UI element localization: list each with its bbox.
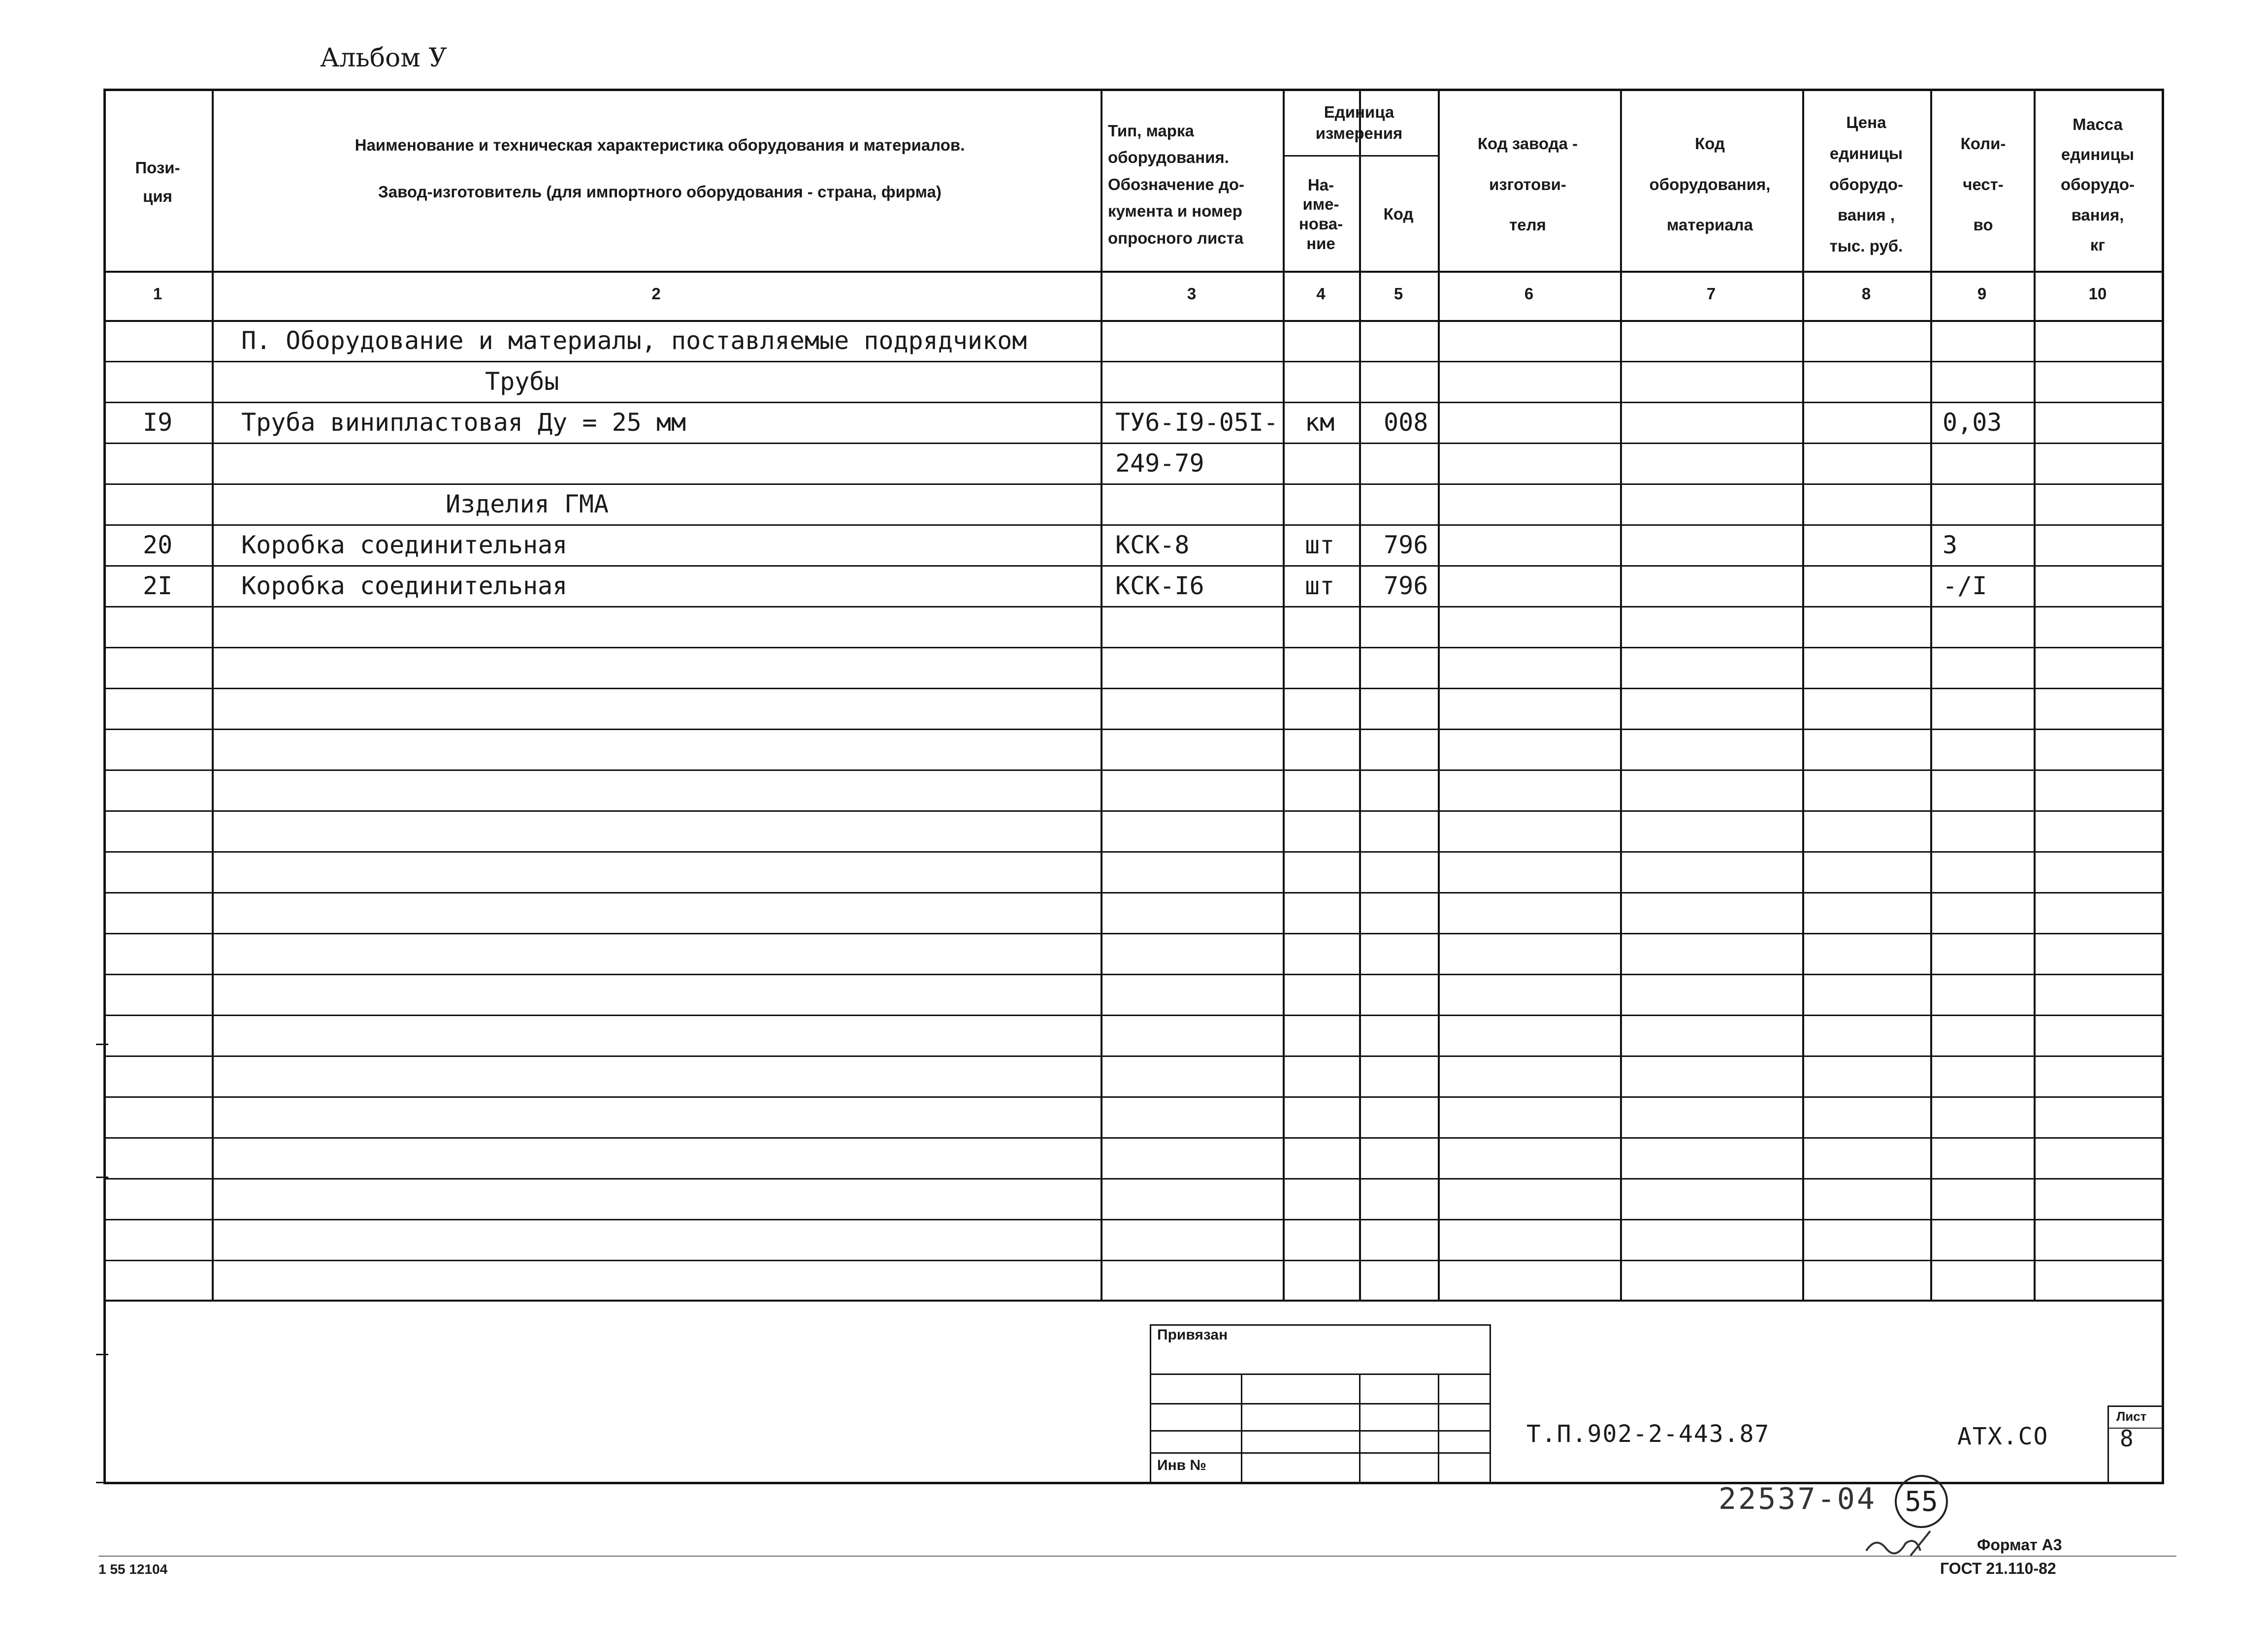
doc-suffix: АТХ.СО bbox=[1957, 1423, 2049, 1450]
row-unit: км bbox=[1305, 408, 1335, 437]
column-number-6: 6 bbox=[1524, 285, 1534, 303]
row-position: 20 bbox=[143, 531, 173, 559]
margin-tick bbox=[96, 1354, 108, 1355]
row-code: 008 bbox=[1384, 408, 1428, 437]
header-bottom bbox=[103, 271, 2162, 273]
header-factory-code: Код завода - изготови- теля bbox=[1477, 134, 1578, 234]
sheet-box-divider bbox=[2107, 1428, 2162, 1429]
row-type: КСК-I6 bbox=[1115, 572, 1204, 600]
row-divider bbox=[103, 606, 2162, 607]
row-divider bbox=[103, 851, 2162, 853]
row-type: ТУ6-I9-05I- bbox=[1115, 408, 1279, 437]
column-number-4: 4 bbox=[1316, 285, 1326, 303]
album-label: Альбом У bbox=[320, 43, 447, 73]
row-unit: шт bbox=[1305, 572, 1335, 600]
sheet-box-left bbox=[2107, 1405, 2109, 1482]
row-divider bbox=[103, 1096, 2162, 1098]
header-equipment-code: Код оборудования, материала bbox=[1649, 134, 1771, 234]
header-mass: Масса единицы оборудо- вания, кг bbox=[2060, 115, 2135, 254]
row-divider bbox=[103, 1178, 2162, 1180]
column-divider bbox=[2034, 89, 2036, 1300]
row-type: 249-79 bbox=[1115, 449, 1204, 478]
circled-number-badge bbox=[1895, 1475, 1948, 1528]
header-unit-code: Код bbox=[1383, 205, 1414, 223]
column-divider bbox=[1101, 89, 1102, 1300]
row-divider bbox=[103, 647, 2162, 648]
margin-tick bbox=[96, 1177, 108, 1178]
header-name-line1: Наименование и техническая характеристика оборудования и материалов. bbox=[355, 136, 965, 155]
row-divider bbox=[103, 729, 2162, 730]
margin-tick bbox=[96, 1044, 108, 1045]
row-divider bbox=[103, 688, 2162, 689]
row-quantity: -/I bbox=[1943, 572, 1987, 600]
doc-code: Т.П.902-2-443.87 bbox=[1526, 1420, 1770, 1448]
header-type: Тип, марка оборудования. Обозначение до- кумента и номер опросного листа bbox=[1108, 121, 1244, 247]
sheet-label: Лист bbox=[2116, 1409, 2147, 1424]
row-divider bbox=[103, 810, 2162, 812]
header-quantity: Коли- чест- во bbox=[1960, 134, 2006, 234]
circled-number: 55 bbox=[1905, 1485, 1938, 1518]
row-code: 796 bbox=[1384, 531, 1428, 559]
row-code: 796 bbox=[1384, 572, 1428, 600]
frame-right bbox=[2162, 89, 2164, 1482]
sheet-number: 8 bbox=[2120, 1425, 2135, 1452]
format-label: Формат А3 bbox=[1977, 1536, 2062, 1554]
row-divider bbox=[103, 361, 2162, 362]
column-number-7: 7 bbox=[1706, 285, 1716, 303]
column-number-10: 10 bbox=[2088, 285, 2107, 303]
gost-label: ГОСТ 21.110-82 bbox=[1940, 1560, 2056, 1577]
column-number-2: 2 bbox=[651, 285, 661, 303]
row-name: Коробка соединительная bbox=[241, 531, 568, 559]
header-unit-name: На- име- нова- ние bbox=[1298, 175, 1343, 253]
row-position: 2I bbox=[143, 572, 173, 600]
column-number-8: 8 bbox=[1861, 285, 1871, 303]
bottom-left-code: 1 55 12104 bbox=[98, 1562, 168, 1577]
unit-group-divider bbox=[1283, 155, 1438, 157]
header-position: Пози- ция bbox=[135, 159, 180, 205]
column-divider bbox=[1930, 89, 1932, 1300]
column-number-9: 9 bbox=[1977, 285, 1987, 303]
row-name: Труба винипластовая Ду = 25 мм bbox=[241, 408, 686, 437]
row-divider bbox=[103, 769, 2162, 771]
column-divider bbox=[1359, 89, 1361, 1300]
row-divider bbox=[103, 1015, 2162, 1016]
stamp-right bbox=[1490, 1324, 1491, 1482]
column-number-3: 3 bbox=[1187, 285, 1197, 303]
row-divider bbox=[103, 1260, 2162, 1261]
column-number-5: 5 bbox=[1393, 285, 1403, 303]
header-name-line2: Завод-изготовитель (для импортного оборудования - страна, фирма) bbox=[378, 183, 941, 201]
stamp-tied-label: Привязан bbox=[1157, 1327, 1228, 1343]
row-quantity: 0,03 bbox=[1943, 408, 2002, 437]
grid-bottom bbox=[103, 1300, 2162, 1302]
row-name: П. Оборудование и материалы, поставляемые подрядчиком bbox=[241, 326, 1027, 355]
header-unit-group: Единица измерения bbox=[1315, 103, 1403, 142]
row-unit: шт bbox=[1305, 531, 1335, 559]
row-position: I9 bbox=[143, 408, 173, 437]
frame-top bbox=[103, 89, 2162, 91]
header-price: Цена единицы оборудо- вания , тыс. руб. bbox=[1829, 113, 1904, 255]
stamp-inv-label: Инв № bbox=[1157, 1457, 1206, 1473]
row-name: Изделия ГМА bbox=[446, 490, 609, 518]
margin-tick bbox=[96, 1482, 108, 1483]
stamp-top bbox=[1150, 1324, 1490, 1326]
sheet-box-top bbox=[2107, 1405, 2162, 1407]
signature-mark bbox=[1861, 1526, 1940, 1565]
row-divider bbox=[103, 892, 2162, 894]
row-type: КСК-8 bbox=[1115, 531, 1190, 559]
column-divider bbox=[212, 89, 214, 1300]
row-divider bbox=[103, 1219, 2162, 1220]
row-name: Коробка соединительная bbox=[241, 572, 568, 600]
column-number-1: 1 bbox=[153, 285, 162, 303]
row-divider bbox=[103, 933, 2162, 934]
stamp-col bbox=[1359, 1373, 1361, 1482]
row-divider bbox=[103, 1055, 2162, 1057]
row-divider bbox=[103, 1137, 2162, 1139]
archive-number: 22537-04 bbox=[1718, 1482, 1877, 1516]
row-divider bbox=[103, 974, 2162, 975]
row-quantity: 3 bbox=[1943, 531, 1958, 559]
stamp-col bbox=[1438, 1373, 1439, 1482]
row-divider bbox=[103, 483, 2162, 485]
stamp-col bbox=[1241, 1373, 1242, 1482]
row-name: Трубы bbox=[485, 367, 559, 396]
